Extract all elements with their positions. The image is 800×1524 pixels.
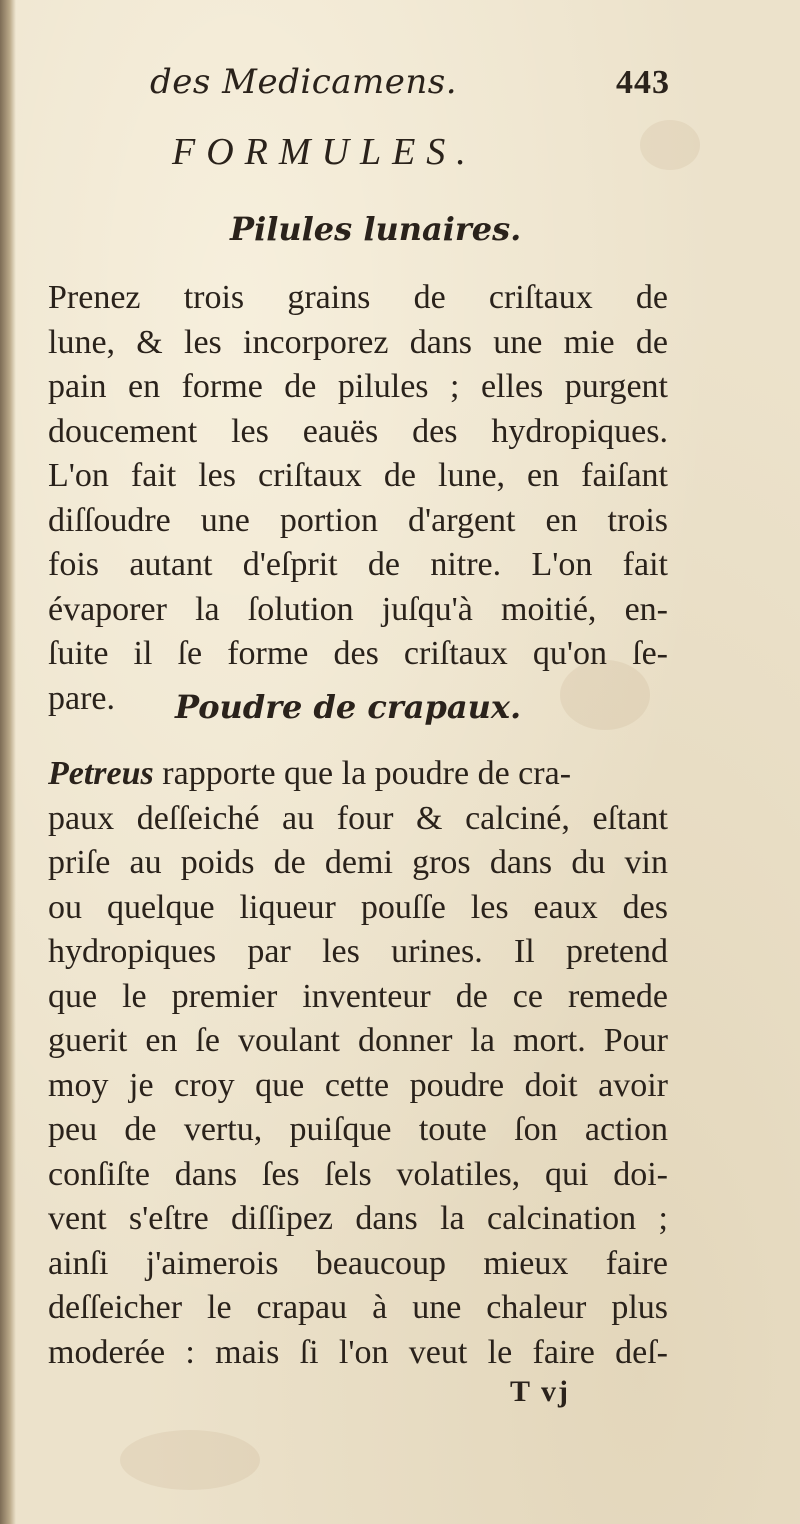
text-line: L'on fait les criſtaux de lune, en faiſant (48, 457, 668, 494)
text-fragment: rapporte que la poudre de cra- (153, 755, 572, 792)
text-line: paux deſſeiché au four & calciné, eſtant (48, 799, 668, 837)
text-line (48, 752, 668, 797)
pilules-paragraph (48, 276, 668, 721)
text-line: conſiſte dans ſes ſels volatiles, qui doi- (48, 1155, 668, 1193)
signature-mark: T vj (510, 1375, 570, 1408)
text-line: diſſoudre une portion d'argent en trois (48, 501, 668, 539)
paper-stain (120, 1430, 260, 1490)
text-line: priſe au poids de demi gros dans du vin (48, 844, 668, 881)
text-line: Prenez trois grains de criſtaux de (48, 279, 668, 316)
text-line: moy je croy que cette poudre doit avoir (48, 1066, 668, 1104)
text-line: pain en forme de pilules ; elles purgent (48, 368, 668, 405)
poudre-heading: Poudre de crapaux. (175, 688, 522, 726)
poudre-paragraph (48, 752, 668, 1375)
text-line: doucement les eauës des hydropiques. (48, 412, 668, 450)
text-line: pare. (48, 679, 116, 717)
text-line: ou quelque liqueur pouſſe les eaux des (48, 888, 668, 926)
running-title: des Medicamens. (150, 62, 458, 102)
text-line: lune, & les incorporez dans une mie de (48, 323, 668, 361)
author-name: Petreus (48, 755, 154, 792)
text-line: deſſeicher le crapau à une chaleur plus (48, 1289, 668, 1326)
text-line: peu de vertu, puiſque toute ſon action (48, 1111, 668, 1148)
binding-gutter (0, 0, 16, 1524)
text-line: que le premier inventeur de ce remede (48, 977, 668, 1015)
page-header (150, 62, 670, 110)
text-line: ſuite il ſe forme des criſtaux qu'on ſe- (48, 635, 668, 672)
pilules-heading: Pilules lunaires. (230, 210, 522, 248)
text-line: vent s'eſtre diſſipez dans la calcination ; (48, 1200, 668, 1237)
text-line: guerit en ſe voulant donner la mort. Pour (48, 1022, 668, 1059)
section-heading: FORMULES. (172, 131, 477, 173)
text-line: moderée : mais ſi l'on veut le faire deſ- (48, 1333, 668, 1371)
text-line: fois autant d'eſprit de nitre. L'on fait (48, 546, 668, 583)
text-line: ainſi j'aimerois beaucoup mieux faire (48, 1244, 668, 1282)
page-number: 443 (616, 64, 670, 101)
text-line: évaporer la ſolution juſqu'à moitié, en- (48, 590, 668, 628)
text-line: hydropiques par les urines. Il pretend (48, 933, 668, 970)
paper-stain (640, 120, 700, 170)
